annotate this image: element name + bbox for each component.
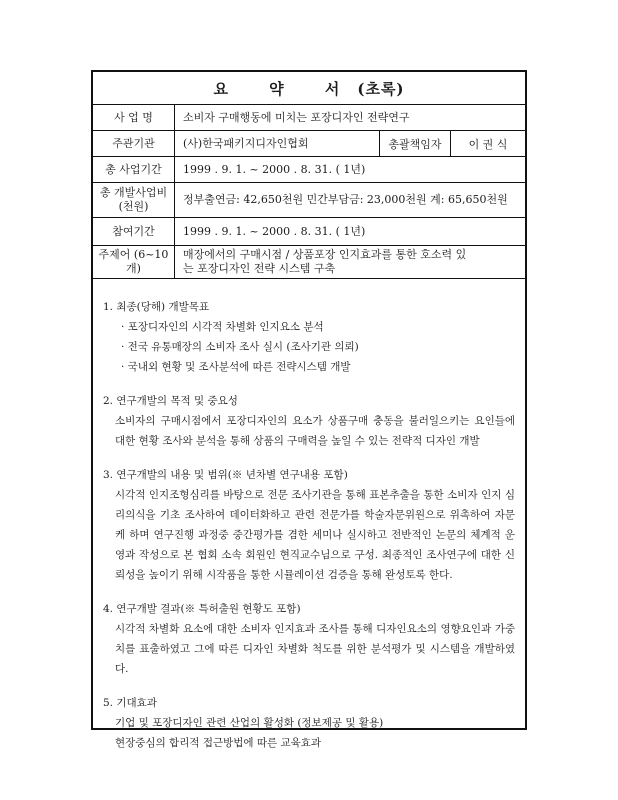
value-manager: 이 권 식 xyxy=(468,137,508,151)
label-manager: 총괄책임자 xyxy=(379,131,451,156)
section-line: 기업 및 포장디자인 관련 산업의 활성화 (정보제공 및 활용) xyxy=(115,717,384,729)
section-heading: 3. 연구개발의 내용 및 범위(※ 년차별 연구내용 포함) xyxy=(103,469,348,481)
row-budget xyxy=(93,183,525,218)
section-heading: 5. 기대효과 xyxy=(103,697,157,709)
section-line: 현장중심의 합리적 접근방법에 따른 교육효과 xyxy=(115,737,322,749)
row-period xyxy=(93,157,525,183)
value-org: (사)한국패키지디자인협회 xyxy=(183,136,309,150)
value-project-name: 소비자 구매행동에 미치는 포장디자인 전략연구 xyxy=(183,110,410,124)
value-keywords: 매장에서의 구매시점 / 상품포장 인지효과를 통한 호소력 있는 포장디자인 전략 시스템 구축 xyxy=(183,248,467,275)
row-org xyxy=(93,131,525,157)
value-participation: 1999 . 9. 1. ~ 2000 . 8. 31. ( 1년) xyxy=(183,224,366,238)
label-participation: 참여기간 xyxy=(93,218,175,245)
title-suffix: (초록) xyxy=(357,79,405,98)
label-budget: 총 개발사업비 (천원) xyxy=(93,183,175,217)
value-budget: 정부출연금: 42,650천원 민간부담금: 23,000천원 계: 65,650천원 xyxy=(183,193,508,206)
summary-form xyxy=(91,70,527,749)
list-item: · 전국 유통매장의 소비자 조사 실시 (조사기관 의뢰) xyxy=(121,341,359,353)
list-item: · 포장디자인의 시각적 차별화 인지요소 분석 xyxy=(121,321,324,333)
section-text: 시각적 차별화 요소에 대한 소비자 인지효과 조사를 통해 디자인요소의 영향요인과 가중치를 표출하였고 그에 따른 디자인 차별화 척도를 위한 분석평가 및 시스템을 개발하였다. xyxy=(115,623,515,675)
value-period: 1999 . 9. 1. ~ 2000 . 8. 31. ( 1년) xyxy=(183,162,366,176)
label-org: 주관기관 xyxy=(93,131,175,156)
section-text: 시각적 인지조형심리를 바탕으로 전문 조사기관을 통해 표본추출을 통한 소비자 인지 심리의식을 기초 조사하여 데이터화하고 관련 전문가를 학술자문위원으로 위촉하여 자문케 하며 연구진행 과정중 중간평가를 겸한 세미나 실시하고 전반적인 논문의 체계적 운영과 작성으로 본 협회 소속 회원인 현직교수님으로 구성. 최종적인 조사연구에 대한 신뢰성을 높이기 위해 시작품을 통한 시뮬레이션 검증을 통해 완성토록 한다. xyxy=(115,489,515,581)
form-title xyxy=(93,72,525,105)
row-keywords xyxy=(93,246,525,279)
section-text: 소비자의 구매시점에서 포장디자인의 요소가 상품구매 충동을 불러일으키는 요인들에 대한 현황 조사와 분석을 통해 상품의 구매력을 높일 수 있는 전략적 디자인 개발 xyxy=(115,415,515,447)
label-project-name: 사 업 명 xyxy=(93,105,175,130)
row-project-name xyxy=(93,105,525,131)
section-heading: 1. 최종(당해) 개발목표 xyxy=(103,301,210,313)
section-heading: 4. 연구개발 결과(※ 특허출원 현황도 포함) xyxy=(103,603,301,615)
label-period: 총 사업기간 xyxy=(93,157,175,182)
section-heading: 2. 연구개발의 목적 및 중요성 xyxy=(103,395,238,407)
row-participation xyxy=(93,218,525,246)
title-main: 요 약 서 xyxy=(213,79,358,98)
summary-body xyxy=(93,279,525,753)
label-keywords: 주제어 (6~10개) xyxy=(93,246,175,278)
list-item: · 국내외 현황 및 조사분석에 따른 전략시스템 개발 xyxy=(121,361,351,373)
